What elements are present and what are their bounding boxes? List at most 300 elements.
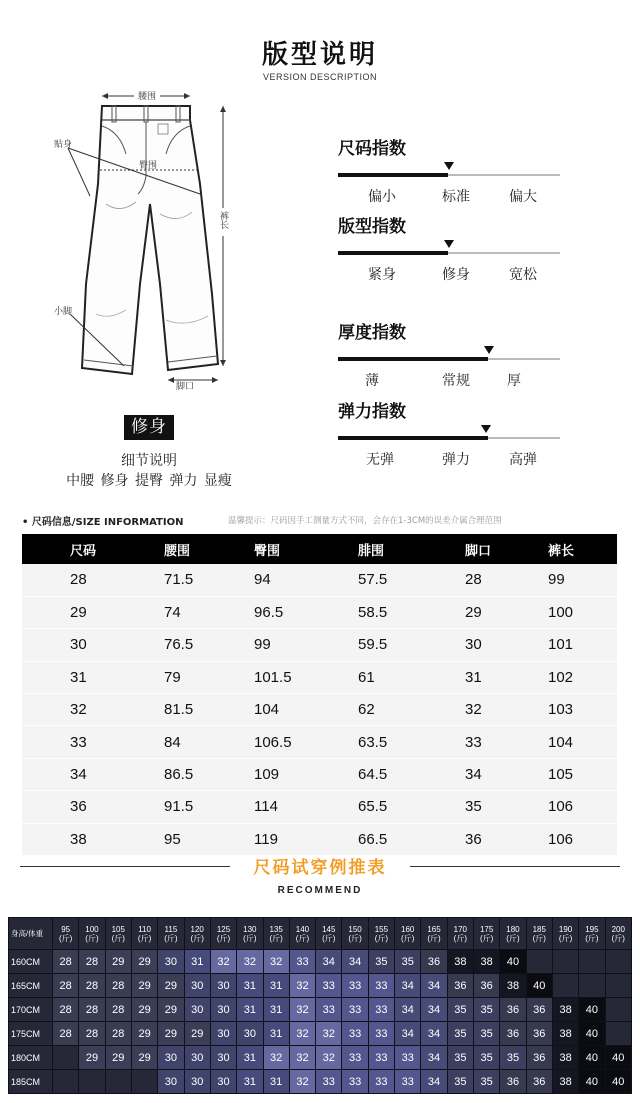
weight-unit: (斤) (216, 933, 231, 943)
height-label: 160CM (9, 950, 53, 974)
table-cell: 71.5 (164, 564, 254, 596)
grid-cell: 28 (105, 1022, 131, 1046)
grid-cell: 32 (289, 1022, 315, 1046)
grid-cell: 29 (158, 974, 184, 998)
table-row (22, 694, 617, 726)
grid-cell: 28 (53, 1022, 79, 1046)
weight-unit: (斤) (611, 933, 625, 943)
grid-cell: 32 (289, 1070, 315, 1094)
grid-cell: 34 (421, 998, 447, 1022)
stretch-index-label: 无弹 (366, 452, 394, 468)
size-index-label: 偏大 (509, 189, 537, 205)
grid-cell: 31 (237, 1046, 263, 1070)
grid-cell: 31 (263, 1070, 289, 1094)
table-cell: 79 (164, 661, 254, 693)
weight-header (237, 918, 263, 950)
grid-row (9, 1070, 632, 1094)
grid-cell: 29 (131, 998, 157, 1022)
size-info-heading: • 尺码信息/SIZE INFORMATION (22, 517, 184, 528)
weight-unit: (斤) (506, 933, 520, 943)
grid-cell: 29 (131, 1046, 157, 1070)
weight-header (263, 918, 289, 950)
grid-cell: 30 (210, 1046, 236, 1070)
grid-cell: 29 (131, 974, 157, 998)
weight-value: 115 (164, 924, 178, 934)
table-cell: 101.5 (254, 661, 358, 693)
grid-cell (579, 950, 605, 974)
weight-header (342, 918, 368, 950)
recommend-title: 尺码试穿例推表 (253, 858, 387, 878)
thickness-index-title: 厚度指数 (338, 323, 406, 343)
grid-cell: 28 (53, 950, 79, 974)
table-cell: 61 (358, 661, 465, 693)
weight-header (500, 918, 526, 950)
hip-label: 臀围 (138, 161, 158, 171)
grid-cell: 29 (105, 1046, 131, 1070)
grid-cell (552, 950, 578, 974)
grid-cell: 36 (500, 1070, 526, 1094)
table-cell: 106 (548, 791, 617, 823)
weight-unit: (斤) (137, 933, 152, 943)
height-label: 175CM (9, 1022, 53, 1046)
recommend-subtitle: RECOMMEND (277, 885, 363, 896)
weight-unit: (斤) (558, 933, 573, 943)
weight-header (395, 918, 421, 950)
weight-value: 185 (532, 924, 546, 934)
grid-cell: 40 (579, 1022, 605, 1046)
grid-cell: 29 (158, 1022, 184, 1046)
weight-unit: (斤) (164, 933, 178, 943)
weight-unit: (斤) (532, 933, 546, 943)
size-table-header (22, 534, 617, 564)
grid-cell: 34 (316, 950, 342, 974)
grid-cell: 28 (79, 974, 105, 998)
table-cell: 32 (22, 694, 164, 726)
grid-cell (53, 1046, 79, 1070)
size-table-body (22, 564, 617, 856)
fit-label: 贴身 (54, 140, 73, 150)
column-header: 脚口 (465, 534, 548, 564)
grid-cell: 38 (552, 1022, 578, 1046)
grid-cell: 30 (184, 1046, 210, 1070)
weight-header (605, 918, 631, 950)
grid-cell: 28 (53, 998, 79, 1022)
column-header: 尺码 (22, 534, 164, 564)
table-cell: 28 (465, 564, 548, 596)
grid-cell: 33 (395, 1046, 421, 1070)
size-index-label: 标准 (442, 189, 470, 205)
grid-cell (79, 1070, 105, 1094)
grid-cell: 35 (368, 950, 394, 974)
grid-cell: 35 (447, 1046, 473, 1070)
table-cell: 31 (22, 661, 164, 693)
grid-cell (605, 950, 631, 974)
grid-cell: 32 (316, 1046, 342, 1070)
grid-corner: 身高/体重 (9, 918, 53, 950)
weight-unit: (斤) (348, 933, 362, 943)
grid-cell (605, 1022, 631, 1046)
weight-unit: (斤) (295, 933, 310, 943)
table-cell: 74 (164, 596, 254, 628)
grid-cell: 33 (395, 1070, 421, 1094)
table-cell: 104 (254, 694, 358, 726)
grid-cell (552, 974, 578, 998)
table-cell: 106.5 (254, 726, 358, 758)
table-row (22, 758, 617, 790)
grid-cell: 34 (421, 1046, 447, 1070)
weight-header (79, 918, 105, 950)
table-cell: 106 (548, 823, 617, 855)
grid-cell: 34 (421, 1022, 447, 1046)
weight-value: 105 (111, 924, 125, 934)
weight-value: 190 (558, 924, 573, 934)
table-cell: 65.5 (358, 791, 465, 823)
grid-cell: 32 (316, 1022, 342, 1046)
grid-cell: 33 (342, 1046, 368, 1070)
table-cell: 30 (465, 629, 548, 661)
table-cell: 104 (548, 726, 617, 758)
weight-header (105, 918, 131, 950)
grid-cell: 33 (368, 1070, 394, 1094)
grid-cell: 31 (263, 974, 289, 998)
weight-header (53, 918, 79, 950)
grid-cell (605, 998, 631, 1022)
grid-cell: 28 (53, 974, 79, 998)
grid-cell (605, 974, 631, 998)
weight-value: 130 (243, 924, 257, 934)
grid-cell: 32 (210, 950, 236, 974)
grid-cell: 40 (605, 1046, 631, 1070)
table-cell: 29 (22, 596, 164, 628)
table-row (22, 726, 617, 758)
weight-unit: (斤) (585, 933, 599, 943)
page-title: 版型说明 (261, 40, 378, 70)
size-index (338, 138, 560, 205)
column-header: 腰围 (164, 534, 254, 564)
grid-cell: 30 (210, 974, 236, 998)
weight-unit: (斤) (58, 933, 73, 943)
grid-cell: 40 (605, 1070, 631, 1094)
grid-cell: 40 (579, 1070, 605, 1094)
grid-cell: 35 (395, 950, 421, 974)
size-index-label: 偏小 (368, 189, 396, 205)
table-cell: 28 (22, 564, 164, 596)
weight-value: 140 (295, 924, 310, 934)
grid-cell: 34 (395, 974, 421, 998)
grid-cell: 36 (526, 1046, 552, 1070)
grid-cell: 36 (526, 1070, 552, 1094)
grid-cell: 31 (237, 998, 263, 1022)
weight-unit: (斤) (374, 933, 389, 943)
grid-cell: 33 (289, 950, 315, 974)
fit-badge: 修身 (124, 415, 174, 440)
fit-index-title: 版型指数 (338, 217, 406, 237)
grid-cell: 28 (105, 974, 131, 998)
recommend-grid (8, 917, 632, 1094)
grid-row (9, 974, 632, 998)
page-subtitle: VERSION DESCRIPTION (262, 72, 377, 82)
weight-header (316, 918, 342, 950)
grid-row (9, 998, 632, 1022)
hem-label: 脚口 (175, 382, 195, 392)
grid-cell: 35 (474, 1022, 500, 1046)
grid-cell: 38 (447, 950, 473, 974)
table-cell: 76.5 (164, 629, 254, 661)
table-cell: 33 (465, 726, 548, 758)
grid-cell: 33 (316, 998, 342, 1022)
stretch-index (338, 401, 560, 468)
weight-header (447, 918, 473, 950)
thickness-index-label: 常规 (442, 373, 470, 389)
table-cell: 31 (465, 661, 548, 693)
grid-cell: 33 (368, 998, 394, 1022)
stretch-index-title: 弹力指数 (338, 402, 406, 422)
table-cell: 102 (548, 661, 617, 693)
weight-value: 200 (611, 924, 625, 934)
table-cell: 84 (164, 726, 254, 758)
grid-cell: 34 (395, 1022, 421, 1046)
leg-label: 小脚 (54, 307, 73, 317)
column-header: 裤长 (548, 534, 617, 564)
grid-cell: 34 (421, 1070, 447, 1094)
thickness-index-marker (484, 346, 494, 354)
weight-header (210, 918, 236, 950)
thickness-index-label: 厚 (507, 373, 521, 389)
table-cell: 109 (254, 758, 358, 790)
table-cell: 96.5 (254, 596, 358, 628)
weight-value: 135 (269, 924, 283, 934)
table-row (22, 629, 617, 661)
stretch-index-marker (481, 425, 491, 433)
thickness-index (338, 322, 560, 389)
table-cell: 86.5 (164, 758, 254, 790)
grid-cell: 32 (237, 950, 263, 974)
fit-index-marker (444, 240, 454, 248)
grid-cell: 30 (210, 1022, 236, 1046)
grid-cell (579, 974, 605, 998)
table-cell: 36 (465, 823, 548, 855)
detail-title: 细节说明 (121, 453, 177, 469)
table-cell: 119 (254, 823, 358, 855)
recommend-grid-header (9, 918, 632, 950)
stretch-index-track (338, 423, 560, 443)
waist-label: 腰围 (137, 92, 157, 102)
grid-cell: 34 (395, 998, 421, 1022)
grid-cell: 36 (526, 1022, 552, 1046)
table-cell: 114 (254, 791, 358, 823)
table-cell: 91.5 (164, 791, 254, 823)
grid-cell: 40 (579, 998, 605, 1022)
grid-cell: 38 (474, 950, 500, 974)
table-cell: 38 (22, 823, 164, 855)
table-cell: 30 (22, 629, 164, 661)
height-label: 170CM (9, 998, 53, 1022)
grid-cell: 40 (526, 974, 552, 998)
grid-cell: 33 (342, 974, 368, 998)
grid-cell: 30 (210, 1070, 236, 1094)
table-cell: 34 (22, 758, 164, 790)
weight-value: 160 (401, 924, 415, 934)
grid-row (9, 1022, 632, 1046)
fit-index-label: 宽松 (509, 267, 537, 283)
weight-unit: (斤) (479, 933, 494, 943)
weight-value: 110 (138, 924, 151, 934)
grid-cell: 36 (500, 998, 526, 1022)
weight-header (184, 918, 210, 950)
height-label: 180CM (9, 1046, 53, 1070)
weight-header (552, 918, 578, 950)
weight-value: 195 (585, 924, 599, 934)
grid-cell: 33 (342, 1022, 368, 1046)
thickness-index-label: 薄 (365, 373, 379, 389)
weight-value: 180 (506, 924, 520, 934)
grid-cell: 35 (474, 998, 500, 1022)
fit-index (338, 216, 560, 283)
grid-cell: 34 (342, 950, 368, 974)
table-row (22, 564, 617, 596)
grid-cell: 31 (237, 1070, 263, 1094)
table-cell: 57.5 (358, 564, 465, 596)
grid-cell: 33 (316, 974, 342, 998)
grid-row (9, 1046, 632, 1070)
weight-header (158, 918, 184, 950)
thickness-index-track (338, 344, 560, 364)
weight-unit: (斤) (453, 933, 467, 943)
grid-cell: 40 (500, 950, 526, 974)
jeans-outline (82, 106, 218, 374)
grid-cell: 38 (552, 998, 578, 1022)
grid-cell: 31 (263, 998, 289, 1022)
table-cell: 66.5 (358, 823, 465, 855)
grid-cell: 38 (552, 1070, 578, 1094)
table-row (22, 661, 617, 693)
grid-cell (131, 1070, 157, 1094)
length-label: 裤长 (218, 211, 228, 229)
table-cell: 99 (254, 629, 358, 661)
grid-cell: 30 (158, 1046, 184, 1070)
table-cell: 94 (254, 564, 358, 596)
grid-cell: 36 (421, 950, 447, 974)
column-header: 臀围 (254, 534, 358, 564)
grid-cell (105, 1070, 131, 1094)
grid-cell: 35 (447, 998, 473, 1022)
grid-cell: 28 (79, 998, 105, 1022)
table-cell: 99 (548, 564, 617, 596)
grid-cell: 28 (79, 1022, 105, 1046)
weight-unit: (斤) (190, 933, 204, 943)
table-cell: 32 (465, 694, 548, 726)
weight-value: 120 (190, 924, 204, 934)
table-cell: 64.5 (358, 758, 465, 790)
weight-header (579, 918, 605, 950)
grid-cell: 36 (500, 1022, 526, 1046)
table-cell: 62 (358, 694, 465, 726)
weight-value: 155 (374, 924, 389, 934)
stretch-index-label: 弹力 (442, 452, 470, 468)
grid-cell: 28 (105, 998, 131, 1022)
grid-cell: 34 (421, 974, 447, 998)
table-cell: 59.5 (358, 629, 465, 661)
grid-cell: 30 (184, 974, 210, 998)
grid-cell: 32 (289, 974, 315, 998)
weight-unit: (斤) (111, 933, 125, 943)
grid-cell: 35 (474, 1070, 500, 1094)
grid-cell: 30 (184, 998, 210, 1022)
grid-cell: 29 (105, 950, 131, 974)
grid-cell: 31 (237, 974, 263, 998)
grid-cell: 35 (500, 1046, 526, 1070)
table-row (22, 791, 617, 823)
fit-index-track (338, 238, 560, 258)
height-label: 165CM (9, 974, 53, 998)
grid-cell (53, 1070, 79, 1094)
table-row (22, 596, 617, 628)
weight-header (289, 918, 315, 950)
weight-unit: (斤) (85, 933, 99, 943)
weight-value: 165 (427, 924, 441, 934)
grid-cell: 35 (447, 1070, 473, 1094)
weight-unit: (斤) (269, 933, 283, 943)
weight-unit: (斤) (427, 933, 441, 943)
table-cell: 29 (465, 596, 548, 628)
weight-header (474, 918, 500, 950)
weight-value: 95 (61, 924, 71, 934)
grid-cell: 29 (79, 1046, 105, 1070)
size-index-track (338, 160, 560, 180)
grid-cell: 35 (474, 1046, 500, 1070)
column-header: 腓围 (358, 534, 465, 564)
grid-cell: 33 (316, 1070, 342, 1094)
grid-cell: 28 (79, 950, 105, 974)
table-cell: 35 (465, 791, 548, 823)
weight-value: 145 (322, 924, 336, 934)
fit-index-label: 修身 (442, 267, 470, 283)
grid-cell: 29 (158, 998, 184, 1022)
grid-cell: 36 (526, 998, 552, 1022)
fit-index-label: 紧身 (368, 267, 396, 283)
grid-cell: 40 (579, 1046, 605, 1070)
table-cell: 58.5 (358, 596, 465, 628)
table-cell: 100 (548, 596, 617, 628)
grid-cell: 31 (184, 950, 210, 974)
grid-cell: 30 (210, 998, 236, 1022)
table-cell: 36 (22, 791, 164, 823)
grid-cell: 30 (158, 1070, 184, 1094)
weight-value: 100 (85, 924, 99, 934)
size-index-title: 尺码指数 (338, 139, 406, 159)
grid-cell: 33 (342, 1070, 368, 1094)
table-cell: 34 (465, 758, 548, 790)
grid-cell (526, 950, 552, 974)
table-cell: 63.5 (358, 726, 465, 758)
grid-cell: 32 (263, 950, 289, 974)
table-cell: 33 (22, 726, 164, 758)
grid-cell: 30 (158, 950, 184, 974)
detail-features: 中腰 修身 提臀 弹力 显瘦 (66, 473, 232, 489)
weight-unit: (斤) (401, 933, 415, 943)
grid-cell: 32 (289, 998, 315, 1022)
weight-header (368, 918, 394, 950)
grid-cell: 38 (552, 1046, 578, 1070)
jeans-diagram (40, 84, 250, 394)
grid-cell: 30 (237, 1022, 263, 1046)
grid-cell: 32 (263, 1046, 289, 1070)
weight-header (131, 918, 157, 950)
weight-header (421, 918, 447, 950)
recommend-grid-body (9, 950, 632, 1094)
grid-cell: 38 (500, 974, 526, 998)
grid-row (9, 950, 632, 974)
